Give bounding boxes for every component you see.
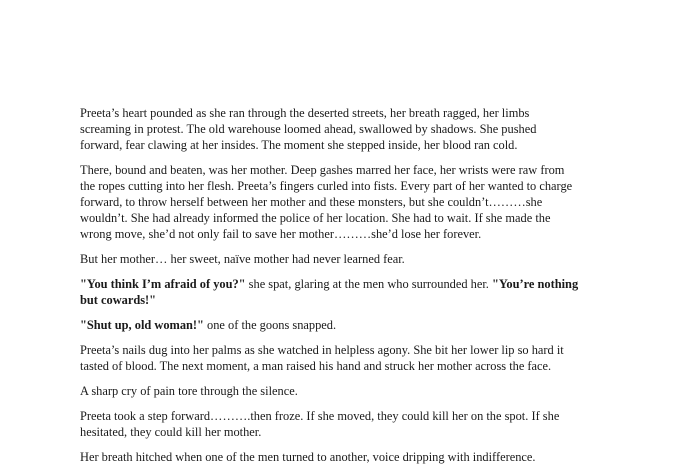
paragraph-7: A sharp cry of pain tore through the silence. [80, 384, 298, 398]
paragraph-8: Preeta took a step forward……….then froze. If she moved, they could kill her on the spot. If she hesitated, they could kill her mother. [80, 409, 560, 439]
dialogue-narration: she spat, glaring at the men who surrounded her. [245, 277, 492, 291]
dialogue-bold-2: "You’re nothing but cowards!" [80, 277, 579, 307]
dialogue-bold-1: "You think I’m afraid of you?" [80, 277, 246, 291]
paragraph-6: Preeta’s nails dug into her palms as she watched in helpless agony. She bit her lower lip so hard it tasted of blood. The next moment, a man raised his hand and struck her mother across the face. [80, 343, 564, 373]
dialogue-narration-2: one of the goons snapped. [203, 318, 337, 332]
paragraph-5 [80, 317, 580, 333]
paragraph-1: Preeta’s heart pounded as she ran through the deserted streets, her breath ragged, her limbs screaming in protest. The old warehouse loomed ahead, swallowed by shadows. She pushed forward, fear clawing at her insides. The moment she stepped inside, her blood ran cold. [80, 106, 537, 152]
document-body [80, 105, 580, 474]
dialogue-bold-3: "Shut up, old woman!" [80, 318, 204, 332]
paragraph-3: But her mother… her sweet, naïve mother had never learned fear. [80, 252, 405, 266]
paragraph-4 [80, 276, 580, 308]
paragraph-9: Her breath hitched when one of the men turned to another, voice dripping with indifference. [80, 450, 536, 464]
paragraph-2: There, bound and beaten, was her mother. Deep gashes marred her face, her wrists were raw from the ropes cutting into her flesh. Preeta’s fingers curled into fists. Every part of her wanted to charge forward, to throw herself between her mother and these monsters, but she couldn’t………she wouldn’t. She had already informed the police of her location. She had to wait. If she made the wrong move, she’d not only fail to save her mother………she’d lose her forever. [80, 163, 573, 241]
